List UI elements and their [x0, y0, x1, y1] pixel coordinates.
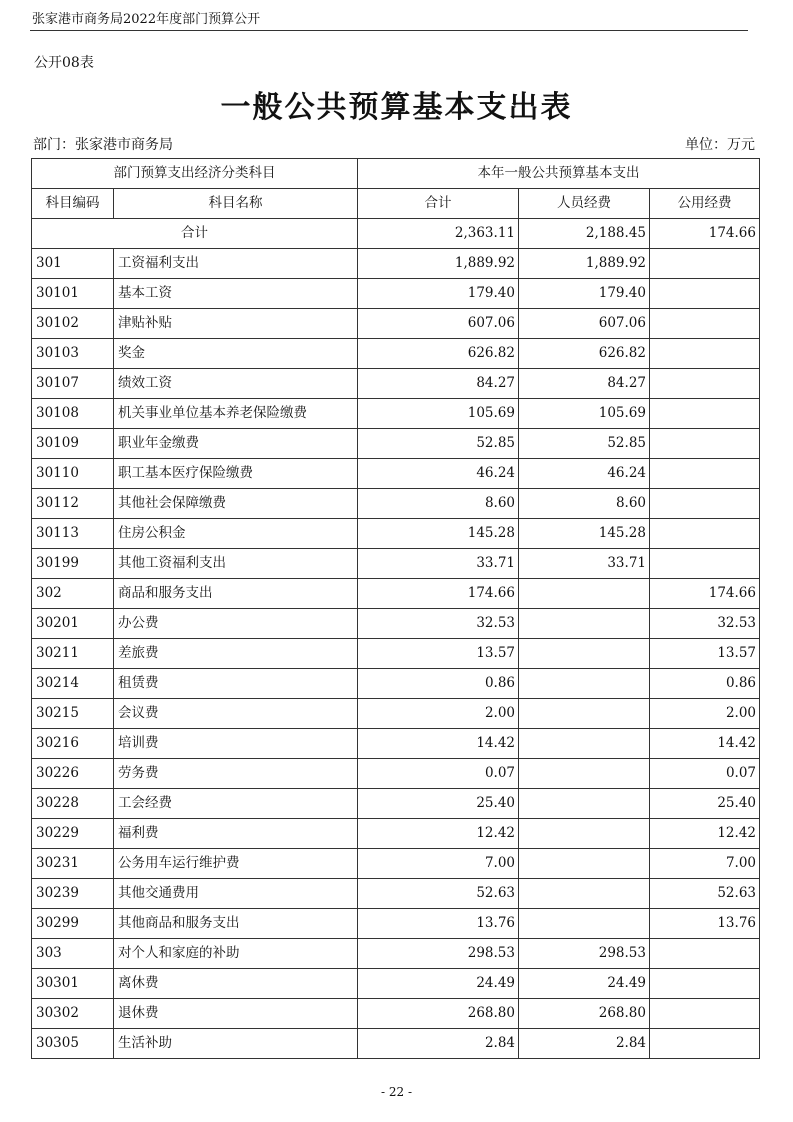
row-public: 52.63 [650, 879, 760, 909]
row-name: 其他社会保障缴费 [114, 489, 358, 519]
table-row [32, 639, 760, 669]
row-total: 12.42 [358, 819, 519, 849]
row-total: 0.86 [358, 669, 519, 699]
row-personnel [519, 759, 650, 789]
row-name: 其他商品和服务支出 [114, 909, 358, 939]
row-personnel: 298.53 [519, 939, 650, 969]
unit-label: 单位：万元 [685, 137, 755, 153]
row-code: 302 [32, 579, 114, 609]
department-label: 部门：张家港市商务局 [33, 137, 173, 153]
row-public [650, 309, 760, 339]
table-row [32, 459, 760, 489]
table-number: 公开08表 [34, 55, 94, 71]
row-name: 离休费 [114, 969, 358, 999]
row-name: 公务用车运行维护费 [114, 849, 358, 879]
total-public: 174.66 [650, 219, 760, 249]
table-row [32, 609, 760, 639]
row-total: 105.69 [358, 399, 519, 429]
row-code: 30215 [32, 699, 114, 729]
row-public [650, 939, 760, 969]
row-total: 174.66 [358, 579, 519, 609]
row-public: 0.07 [650, 759, 760, 789]
row-public [650, 279, 760, 309]
row-name: 生活补助 [114, 1029, 358, 1059]
row-name: 办公费 [114, 609, 358, 639]
table-row [32, 759, 760, 789]
row-personnel: 607.06 [519, 309, 650, 339]
row-public: 174.66 [650, 579, 760, 609]
row-public: 12.42 [650, 819, 760, 849]
row-name: 差旅费 [114, 639, 358, 669]
row-name: 其他交通费用 [114, 879, 358, 909]
budget-table [31, 158, 760, 1059]
total-personnel: 2,188.45 [519, 219, 650, 249]
row-total: 1,889.92 [358, 249, 519, 279]
total-sum: 2,363.11 [358, 219, 519, 249]
row-code: 30103 [32, 339, 114, 369]
row-code: 30231 [32, 849, 114, 879]
page-title: 一般公共预算基本支出表 [220, 90, 573, 125]
row-public [650, 1029, 760, 1059]
row-code: 303 [32, 939, 114, 969]
row-code: 30305 [32, 1029, 114, 1059]
total-label: 合计 [32, 219, 358, 249]
row-personnel: 105.69 [519, 399, 650, 429]
row-total: 33.71 [358, 549, 519, 579]
row-name: 租赁费 [114, 669, 358, 699]
row-total: 13.57 [358, 639, 519, 669]
row-total: 84.27 [358, 369, 519, 399]
row-public [650, 339, 760, 369]
table-row [32, 519, 760, 549]
row-total: 0.07 [358, 759, 519, 789]
row-code: 30112 [32, 489, 114, 519]
row-personnel: 84.27 [519, 369, 650, 399]
row-total: 2.00 [358, 699, 519, 729]
column-header-row [32, 189, 760, 219]
row-personnel [519, 609, 650, 639]
row-name: 津贴补贴 [114, 309, 358, 339]
row-public: 25.40 [650, 789, 760, 819]
row-code: 30216 [32, 729, 114, 759]
row-total: 7.00 [358, 849, 519, 879]
row-public: 13.57 [650, 639, 760, 669]
row-total: 52.85 [358, 429, 519, 459]
row-personnel [519, 699, 650, 729]
row-personnel: 2.84 [519, 1029, 650, 1059]
total-row [32, 219, 760, 249]
row-code: 30201 [32, 609, 114, 639]
column-header-public: 公用经费 [650, 189, 760, 219]
row-personnel: 46.24 [519, 459, 650, 489]
table-row [32, 399, 760, 429]
page-number: - 22 - [380, 1085, 412, 1099]
row-total: 179.40 [358, 279, 519, 309]
row-public [650, 519, 760, 549]
row-total: 32.53 [358, 609, 519, 639]
row-personnel: 33.71 [519, 549, 650, 579]
row-code: 30239 [32, 879, 114, 909]
row-name: 基本工资 [114, 279, 358, 309]
row-name: 职业年金缴费 [114, 429, 358, 459]
table-row [32, 429, 760, 459]
row-name: 绩效工资 [114, 369, 358, 399]
row-code: 301 [32, 249, 114, 279]
table-row [32, 699, 760, 729]
row-total: 145.28 [358, 519, 519, 549]
row-public [650, 459, 760, 489]
row-name: 其他工资福利支出 [114, 549, 358, 579]
row-code: 30199 [32, 549, 114, 579]
table-row [32, 489, 760, 519]
table-row [32, 279, 760, 309]
row-public [650, 489, 760, 519]
header-rule [30, 30, 748, 31]
table-row [32, 849, 760, 879]
row-personnel [519, 879, 650, 909]
row-public: 7.00 [650, 849, 760, 879]
row-total: 607.06 [358, 309, 519, 339]
table-row [32, 819, 760, 849]
row-personnel [519, 669, 650, 699]
row-total: 626.82 [358, 339, 519, 369]
table-row [32, 669, 760, 699]
group-header-row [32, 159, 760, 189]
row-personnel: 52.85 [519, 429, 650, 459]
group-header-left: 部门预算支出经济分类科目 [32, 159, 358, 189]
row-personnel [519, 789, 650, 819]
row-public [650, 429, 760, 459]
row-total: 13.76 [358, 909, 519, 939]
row-total: 14.42 [358, 729, 519, 759]
table-row [32, 789, 760, 819]
row-code: 30211 [32, 639, 114, 669]
table-row [32, 369, 760, 399]
row-code: 30109 [32, 429, 114, 459]
row-personnel: 8.60 [519, 489, 650, 519]
row-name: 机关事业单位基本养老保险缴费 [114, 399, 358, 429]
row-code: 30101 [32, 279, 114, 309]
row-total: 24.49 [358, 969, 519, 999]
row-personnel [519, 639, 650, 669]
row-public: 13.76 [650, 909, 760, 939]
row-code: 30301 [32, 969, 114, 999]
table-row [32, 939, 760, 969]
row-public [650, 369, 760, 399]
row-public [650, 969, 760, 999]
row-personnel: 1,889.92 [519, 249, 650, 279]
column-header-code: 科目编码 [32, 189, 114, 219]
table-row [32, 249, 760, 279]
row-personnel [519, 909, 650, 939]
row-code: 30110 [32, 459, 114, 489]
row-code: 30228 [32, 789, 114, 819]
table-row [32, 1029, 760, 1059]
document-header: 张家港市商务局2022年度部门预算公开 [32, 12, 261, 27]
row-personnel [519, 579, 650, 609]
table-row [32, 579, 760, 609]
row-public [650, 399, 760, 429]
row-personnel [519, 729, 650, 759]
table-row [32, 549, 760, 579]
row-name: 商品和服务支出 [114, 579, 358, 609]
row-name: 福利费 [114, 819, 358, 849]
row-public: 32.53 [650, 609, 760, 639]
group-header-right: 本年一般公共预算基本支出 [358, 159, 760, 189]
column-header-name: 科目名称 [114, 189, 358, 219]
row-name: 会议费 [114, 699, 358, 729]
row-public: 2.00 [650, 699, 760, 729]
column-header-personnel: 人员经费 [519, 189, 650, 219]
row-code: 30302 [32, 999, 114, 1029]
table-row [32, 729, 760, 759]
row-name: 工会经费 [114, 789, 358, 819]
row-personnel: 179.40 [519, 279, 650, 309]
row-name: 劳务费 [114, 759, 358, 789]
table-row [32, 339, 760, 369]
row-name: 退休费 [114, 999, 358, 1029]
row-name: 职工基本医疗保险缴费 [114, 459, 358, 489]
row-personnel: 24.49 [519, 969, 650, 999]
row-name: 住房公积金 [114, 519, 358, 549]
row-code: 30113 [32, 519, 114, 549]
row-public [650, 999, 760, 1029]
row-code: 30226 [32, 759, 114, 789]
table-row [32, 309, 760, 339]
row-personnel [519, 849, 650, 879]
row-name: 工资福利支出 [114, 249, 358, 279]
table-row [32, 999, 760, 1029]
row-total: 46.24 [358, 459, 519, 489]
row-total: 298.53 [358, 939, 519, 969]
row-code: 30102 [32, 309, 114, 339]
column-header-total: 合计 [358, 189, 519, 219]
table-row [32, 969, 760, 999]
row-public: 0.86 [650, 669, 760, 699]
row-personnel: 626.82 [519, 339, 650, 369]
table-row [32, 879, 760, 909]
row-personnel: 145.28 [519, 519, 650, 549]
row-name: 对个人和家庭的补助 [114, 939, 358, 969]
table-body [32, 249, 760, 1059]
row-name: 培训费 [114, 729, 358, 759]
row-code: 30229 [32, 819, 114, 849]
row-code: 30108 [32, 399, 114, 429]
row-public [650, 549, 760, 579]
row-personnel [519, 819, 650, 849]
row-total: 52.63 [358, 879, 519, 909]
row-public: 14.42 [650, 729, 760, 759]
table-row [32, 909, 760, 939]
row-total: 8.60 [358, 489, 519, 519]
row-total: 25.40 [358, 789, 519, 819]
row-total: 268.80 [358, 999, 519, 1029]
row-public [650, 249, 760, 279]
row-code: 30107 [32, 369, 114, 399]
row-code: 30299 [32, 909, 114, 939]
row-personnel: 268.80 [519, 999, 650, 1029]
row-name: 奖金 [114, 339, 358, 369]
row-code: 30214 [32, 669, 114, 699]
row-total: 2.84 [358, 1029, 519, 1059]
